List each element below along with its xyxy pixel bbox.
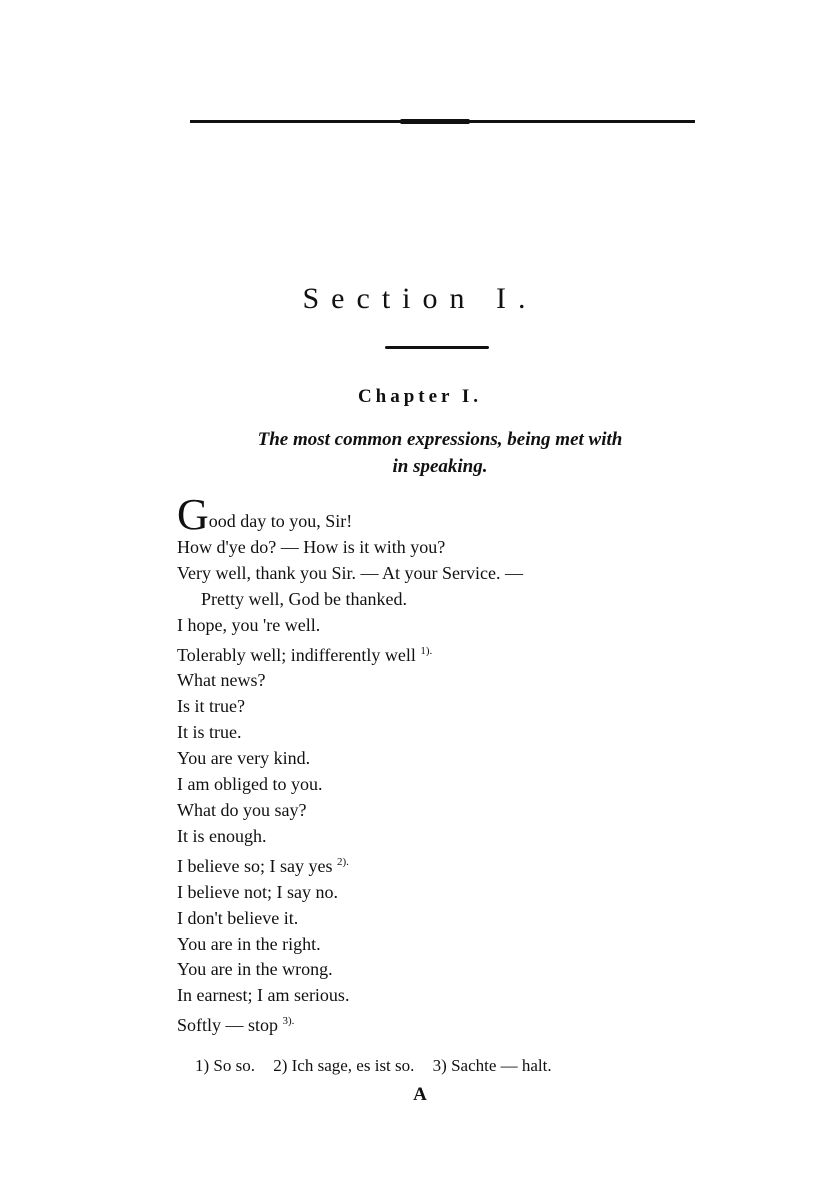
signature-mark: A <box>413 1084 427 1105</box>
phrase-text: It is true. <box>177 722 242 743</box>
footnote: 3) Sachte — halt. <box>432 1056 552 1075</box>
phrase-list <box>177 490 707 1039</box>
footnote: 1) So so. <box>195 1056 255 1075</box>
phrase-line <box>177 983 707 1009</box>
phrase-line <box>177 772 707 798</box>
phrase-text: You are in the right. <box>177 933 321 954</box>
phrase-text: I believe so; I say yes <box>177 855 333 876</box>
phrase-text: What news? <box>177 670 266 691</box>
phrase-line <box>177 957 707 983</box>
phrase-line <box>177 561 707 587</box>
phrase-line <box>177 668 707 694</box>
chapter-subtitle <box>190 426 690 480</box>
phrase-line <box>177 880 707 906</box>
phrase-text: Tolerably well; indifferently well <box>177 644 416 665</box>
phrase-line <box>177 587 707 613</box>
phrase-line <box>177 746 707 772</box>
section-divider-rule <box>385 346 489 349</box>
phrase-line <box>177 850 707 880</box>
footnote-marker: 3). <box>282 1015 295 1028</box>
footnote: 2) Ich sage, es ist so. <box>273 1056 415 1075</box>
chapter-title: Chapter I. <box>357 386 483 407</box>
phrase-text: In earnest; I am serious. <box>177 985 350 1006</box>
top-ornamental-rule <box>190 120 695 123</box>
phrase-line-first <box>177 490 707 539</box>
footnote-marker: 2). <box>336 855 349 868</box>
phrase-text: You are very kind. <box>177 748 311 769</box>
phrase-line <box>177 694 707 720</box>
phrase-text: I hope, you 're well. <box>177 614 321 635</box>
section-title: Section I. <box>302 282 538 315</box>
footnotes <box>195 1056 695 1076</box>
phrase-text: How d'ye do? — How is it with you? <box>177 536 446 557</box>
subtitle-line-2: in speaking. <box>392 456 488 477</box>
phrase-line <box>177 720 707 746</box>
phrase-text: Is it true? <box>177 696 245 717</box>
phrase-line <box>177 798 707 824</box>
drop-cap: G <box>177 490 209 539</box>
phrase-line <box>177 932 707 958</box>
phrase-text: It is enough. <box>177 825 267 846</box>
phrase-text: I am obliged to you. <box>177 774 323 795</box>
phrase-line <box>177 824 707 850</box>
phrase-text: You are in the wrong. <box>177 959 333 980</box>
phrase-text: I believe not; I say no. <box>177 881 338 902</box>
phrase-line <box>177 906 707 932</box>
phrase-text: Pretty well, God be thanked. <box>201 588 407 609</box>
phrase-text: Very well, thank you Sir. — At your Service. — <box>177 562 523 583</box>
phrase-line <box>177 1009 707 1039</box>
phrase-line <box>177 639 707 669</box>
phrase-text: Softly — stop <box>177 1015 279 1036</box>
phrase-text: I don't believe it. <box>177 907 299 928</box>
phrase-text: ood day to you, Sir! <box>208 511 353 531</box>
subtitle-line-1: The most common expressions, being met with <box>257 429 623 450</box>
footnote-marker: 1). <box>420 644 433 657</box>
phrase-line <box>177 613 707 639</box>
phrase-text: What do you say? <box>177 799 307 820</box>
phrase-line <box>177 535 707 561</box>
